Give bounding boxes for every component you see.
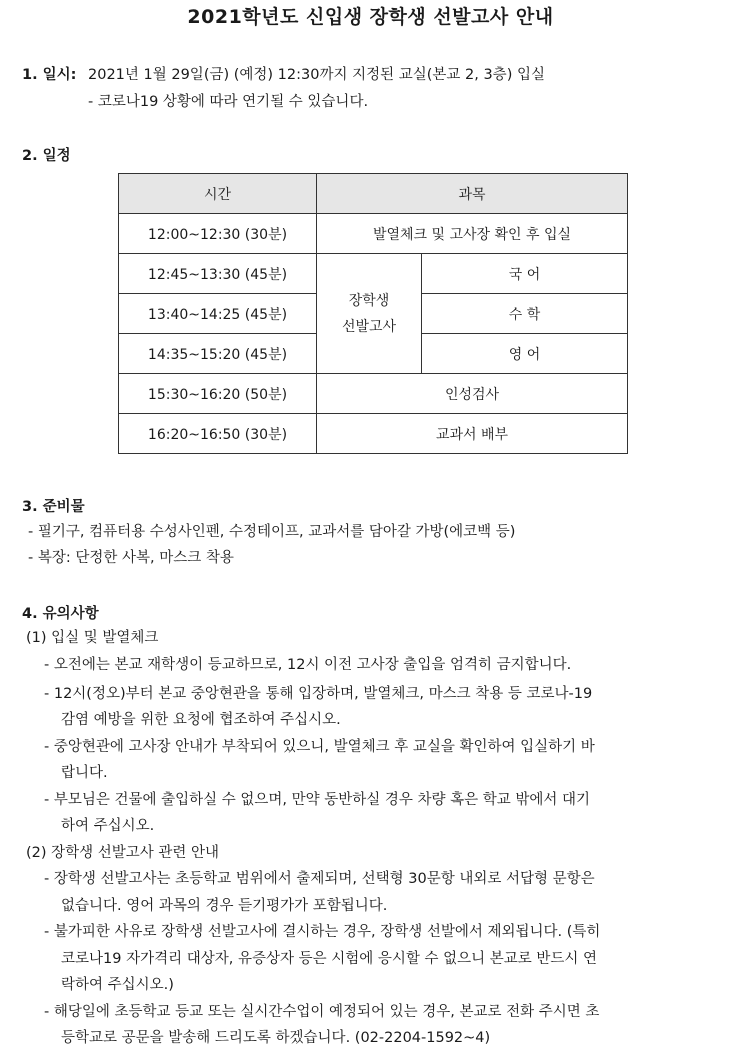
- section2-heading: 2. 일정: [22, 148, 71, 164]
- list-item: - 복장: 단정한 사복, 마스크 착용: [28, 550, 234, 566]
- list-item: - 장학생 선발고사는 초등학교 범위에서 출제되며, 선택형 30문항 내외로 서답형 문항은: [44, 871, 595, 887]
- table-header-row: [119, 174, 628, 214]
- list-item-continued: 등학교로 공문을 발송해 드리도록 하겠습니다. (02-2204-1592~4): [61, 1030, 491, 1046]
- list-item: - 부모님은 건물에 출입하실 수 없으며, 만약 동반하실 경우 차량 혹은 학교 밖에서 대기: [44, 792, 590, 808]
- section1-heading: 1. 일시:: [22, 67, 77, 83]
- table-row: [119, 374, 628, 414]
- list-item-continued: 랍니다.: [61, 765, 108, 781]
- table-row: [119, 254, 628, 294]
- subsection-2-title: (2) 장학생 선발고사 관련 안내: [26, 845, 220, 861]
- row-time: 12:00~12:30 (30분): [119, 214, 317, 254]
- section1-datetime: 2021년 1월 29일(금) (예정) 12:30까지 지정된 교실(본교 2, 3층) 입실: [88, 67, 545, 83]
- table-row: [119, 214, 628, 254]
- list-item-continued: 감염 예방을 위한 요청에 협조하여 주십시오.: [61, 712, 341, 728]
- list-item-continued: 하여 주십시오.: [61, 818, 155, 834]
- row-time: 15:30~16:20 (50분): [119, 374, 317, 414]
- row-subject: 수 학: [422, 294, 628, 334]
- list-item: - 중앙현관에 고사장 안내가 부착되어 있으니, 발열체크 후 교실을 확인하여 입실하기 바: [44, 739, 595, 755]
- list-item: - 12시(정오)부터 본교 중앙현관을 통해 입장하며, 발열체크, 마스크 착용 등 코로나-19: [44, 686, 593, 702]
- header-time: 시간: [119, 174, 317, 214]
- subsection-1-title: (1) 입실 및 발열체크: [26, 630, 159, 646]
- row-time: 14:35~15:20 (45분): [119, 334, 317, 374]
- table-row: [119, 414, 628, 454]
- row-time: 13:40~14:25 (45분): [119, 294, 317, 334]
- page-title: 2021학년도 신입생 장학생 선발고사 안내: [187, 6, 554, 28]
- row-subject: 영 어: [422, 334, 628, 374]
- list-item: - 해당일에 초등학교 등교 또는 실시간수업이 예정되어 있는 경우, 본교로 전화 주시면 초: [44, 1004, 600, 1020]
- list-item: - 오전에는 본교 재학생이 등교하므로, 12시 이전 고사장 출입을 엄격히 금지합니다.: [44, 657, 572, 673]
- exam-label-line2: 선발고사: [341, 318, 397, 335]
- list-item-continued: 없습니다. 영어 과목의 경우 듣기평가가 포함됩니다.: [61, 898, 388, 914]
- section3-heading: 3. 준비물: [22, 499, 85, 515]
- exam-label-cell: [317, 254, 422, 374]
- list-item: - 불가피한 사유로 장학생 선발고사에 결시하는 경우, 장학생 선발에서 제외됩니다. (특히: [44, 924, 601, 940]
- row-subject: 인성검사: [317, 374, 628, 414]
- row-subject: 국 어: [422, 254, 628, 294]
- row-time: 12:45~13:30 (45분): [119, 254, 317, 294]
- list-item: - 필기구, 컴퓨터용 수성사인펜, 수정테이프, 교과서를 담아갈 가방(에코백 등): [28, 524, 516, 540]
- list-item-continued: 코로나19 자가격리 대상자, 유증상자 등은 시험에 응시할 수 없으니 본교로 반드시 연: [61, 951, 597, 967]
- section4-heading: 4. 유의사항: [22, 606, 99, 622]
- row-subject: 교과서 배부: [317, 414, 628, 454]
- row-subject: 발열체크 및 고사장 확인 후 입실: [317, 214, 628, 254]
- row-time: 16:20~16:50 (30분): [119, 414, 317, 454]
- schedule-table: [118, 173, 628, 454]
- exam-label-line1: 장학생: [348, 292, 390, 309]
- header-subject: 과목: [317, 174, 628, 214]
- section1-note: - 코로나19 상황에 따라 연기될 수 있습니다.: [88, 94, 369, 110]
- list-item-continued: 락하여 주십시오.): [61, 977, 174, 993]
